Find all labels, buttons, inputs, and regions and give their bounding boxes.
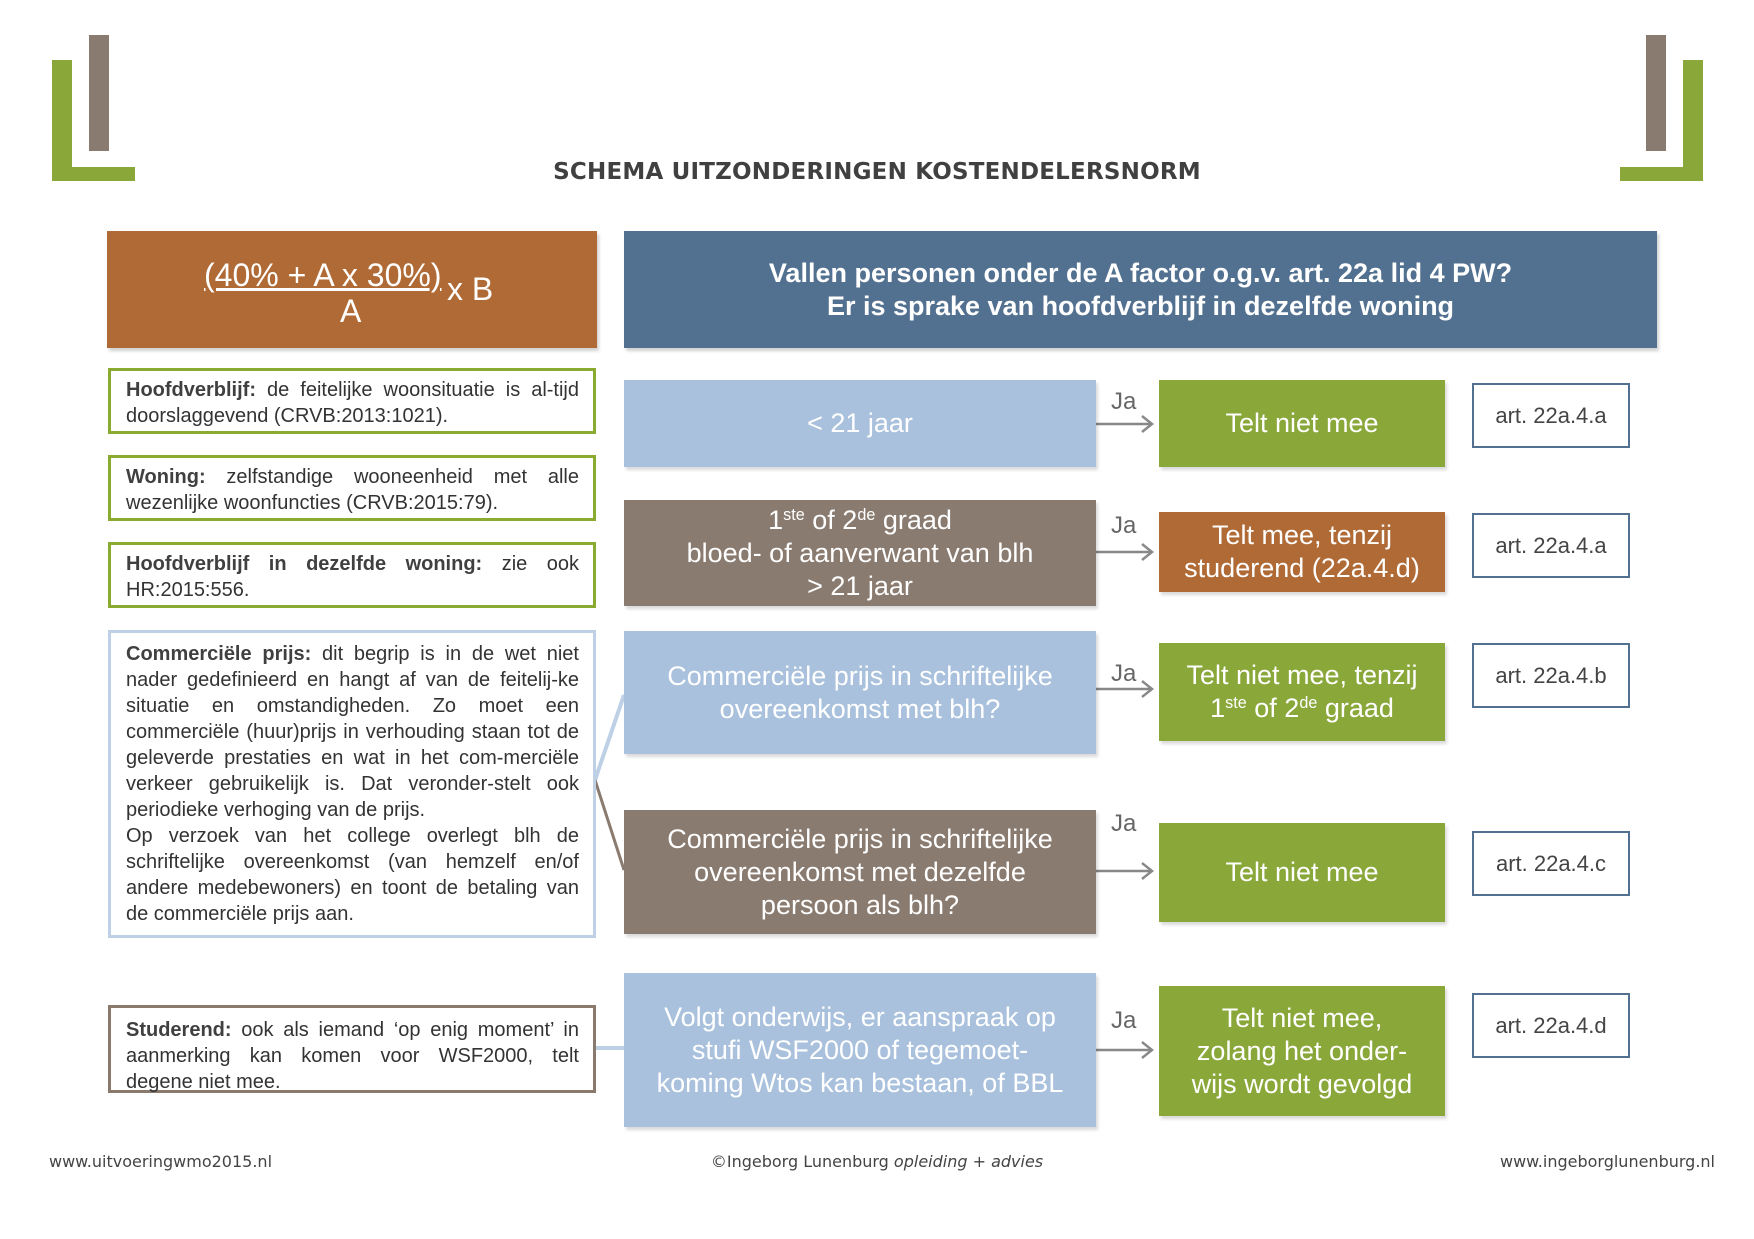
outcome-line: wijs wordt gevolgd bbox=[1191, 1068, 1413, 1099]
ordinal-connector: of bbox=[1246, 693, 1285, 723]
question-studerend bbox=[624, 973, 1096, 1127]
arrow-row-2 bbox=[1092, 544, 1152, 560]
footer-copyright-name: ©Ingeborg Lunenburg bbox=[710, 1152, 889, 1171]
outcome-line: zolang het onder- bbox=[1196, 1035, 1408, 1066]
definition-text: ook als iemand ‘op enig moment’ in aanmerking kan komen voor WSF2000, telt degene niet mee. bbox=[126, 1019, 579, 1093]
answer-label: Ja bbox=[1111, 660, 1137, 687]
definition-term: Studerend: bbox=[126, 1019, 232, 1041]
definition-text: de feitelijke woonsituatie is al-tijd doorslaggevend (CRVB:2013:1021). bbox=[126, 379, 579, 427]
question-commercial-price-same-person bbox=[624, 810, 1096, 934]
ordinal-suffix-2: de bbox=[1299, 694, 1318, 713]
question-line: < 21 jaar bbox=[807, 408, 913, 438]
outcome-line: Telt niet mee bbox=[1225, 408, 1379, 438]
article-reference: art. 22a.4.c bbox=[1472, 831, 1630, 896]
page-title: SCHEMA UITZONDERINGEN KOSTENDELERSNORM bbox=[553, 159, 1201, 185]
outcome-line: Telt niet mee, bbox=[1221, 1002, 1383, 1033]
article-reference: art. 22a.4.b bbox=[1472, 643, 1630, 708]
answer-label: Ja bbox=[1111, 810, 1137, 837]
ordinal-suffix-1: ste bbox=[1225, 694, 1247, 713]
question-line-ordinal bbox=[768, 504, 952, 537]
outcome-telt-niet-mee-zolang-onderwijs bbox=[1159, 986, 1445, 1116]
definition-text-continued: Op verzoek van het college overlegt blh de schriftelijke overeenkomst (van hemzelf en/of andere medebewoners) en toont de betaling van de commerciële prijs aan. bbox=[126, 825, 579, 925]
ordinal-number-2: 2 bbox=[1284, 693, 1300, 723]
outcome-line: Telt niet mee, tenzij bbox=[1186, 660, 1418, 690]
definition-term: Commerciële prijs: bbox=[126, 643, 312, 665]
formula-denominator: A bbox=[340, 293, 362, 329]
definition-hoofdverblijf bbox=[108, 368, 596, 434]
question-line: Commerciële prijs in schriftelijke bbox=[667, 823, 1053, 854]
outcome-line: Telt niet mee bbox=[1225, 857, 1379, 887]
question-line: Volgt onderwijs, er aanspraak op bbox=[664, 1001, 1056, 1032]
link-commercial-blh bbox=[595, 695, 624, 780]
outcome-telt-niet-mee bbox=[1159, 823, 1445, 922]
definition-term: Hoofdverblijf: bbox=[126, 379, 256, 401]
arrow-row-5 bbox=[1092, 1042, 1152, 1058]
question-commercial-price-blh bbox=[624, 631, 1096, 754]
formula-numerator: (40% + A x 30%) bbox=[204, 257, 442, 293]
definition-hoofdverblijf-zelfde-woning bbox=[108, 542, 596, 608]
ordinal-tail: graad bbox=[875, 504, 952, 535]
outcome-line-ordinal bbox=[1210, 692, 1394, 725]
definition-text: zie ook HR:2015:556. bbox=[126, 553, 579, 601]
question-under-21 bbox=[624, 380, 1096, 467]
definition-commerciele-prijs bbox=[108, 630, 596, 938]
answer-label: Ja bbox=[1111, 512, 1137, 539]
question-line: stufi WSF2000 of tegemoet- bbox=[691, 1034, 1029, 1065]
footer-copyright-tagline: opleiding + advies bbox=[888, 1152, 1044, 1171]
answer-label: Ja bbox=[1111, 1007, 1137, 1034]
definition-term: Woning: bbox=[126, 466, 206, 488]
footer-right-url: www.ingeborglunenburg.nl bbox=[1500, 1152, 1715, 1171]
article-reference: art. 22a.4.a bbox=[1472, 513, 1630, 578]
ordinal-connector: of bbox=[804, 504, 843, 535]
ordinal-tail: graad bbox=[1317, 693, 1394, 723]
footer-copyright bbox=[0, 1152, 1754, 1171]
question-line: > 21 jaar bbox=[807, 570, 913, 601]
header-line-1: Vallen personen onder de A factor o.g.v. art. 22a lid 4 PW? bbox=[768, 257, 1513, 288]
definition-woning bbox=[108, 455, 596, 521]
ordinal-number-1: 1 bbox=[768, 504, 784, 535]
arrow-row-4 bbox=[1092, 863, 1152, 879]
question-line: Commerciële prijs in schriftelijke bbox=[667, 660, 1053, 691]
ordinal-suffix-2: de bbox=[857, 505, 876, 524]
ordinal-number-1: 1 bbox=[1210, 693, 1226, 723]
question-line: overeenkomst met dezelfde bbox=[694, 856, 1026, 887]
question-line: bloed- of aanverwant van blh bbox=[686, 537, 1034, 568]
formula-multiplier: x B bbox=[447, 271, 494, 307]
definition-text: dit begrip is in de wet niet nader gedefinieerd en hangt af van de feitelij-ke situatie en omstandigheden. Zo moet een commerciële (huur)prijs in verhouding staan tot de geleverde prestaties en wat in het com-merciële verkeer gebruikelijk is. Dat veronder-stelt ook periodieke verhoging van de prijs. bbox=[126, 643, 579, 821]
link-commercial-same-person bbox=[595, 780, 624, 870]
definition-text: zelfstandige wooneenheid met alle wezenlijke woonfuncties (CRVB:2015:79). bbox=[126, 466, 579, 514]
question-family-over-21 bbox=[624, 500, 1096, 606]
definition-term: Hoofdverblijf in dezelfde woning: bbox=[126, 553, 483, 575]
header-line-2: Er is sprake van hoofdverblijf in dezelfde woning bbox=[826, 290, 1455, 321]
question-line: overeenkomst met blh? bbox=[719, 693, 1001, 724]
article-reference: art. 22a.4.a bbox=[1472, 383, 1630, 448]
question-line: persoon als blh? bbox=[760, 889, 960, 920]
article-reference: art. 22a.4.d bbox=[1472, 993, 1630, 1058]
outcome-telt-niet-mee bbox=[1159, 380, 1445, 467]
ordinal-number-2: 2 bbox=[842, 504, 858, 535]
outcome-line: Telt mee, tenzij bbox=[1211, 520, 1393, 550]
outcome-telt-niet-mee-tenzij-graad bbox=[1159, 643, 1445, 741]
footer-left-url: www.uitvoeringwmo2015.nl bbox=[49, 1152, 273, 1171]
arrow-row-1 bbox=[1092, 416, 1152, 432]
ordinal-suffix-1: ste bbox=[783, 505, 805, 524]
answer-label: Ja bbox=[1111, 388, 1137, 415]
outcome-telt-mee-tenzij-studerend bbox=[1159, 512, 1445, 592]
definition-studerend bbox=[108, 1005, 596, 1093]
outcome-line: studerend (22a.4.d) bbox=[1184, 553, 1420, 583]
question-line: koming Wtos kan bestaan, of BBL bbox=[656, 1067, 1064, 1098]
